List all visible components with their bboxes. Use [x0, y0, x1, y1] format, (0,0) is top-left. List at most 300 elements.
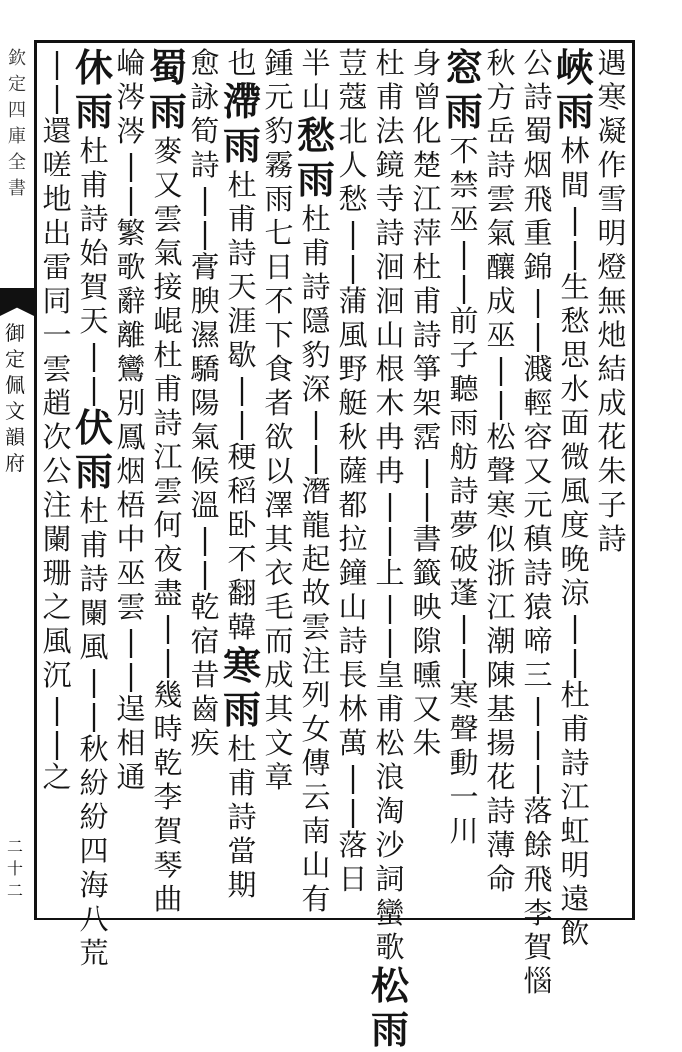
column-char: 通: [116, 760, 146, 794]
column-char: 公: [523, 46, 553, 80]
column-char: 蔻: [338, 80, 368, 114]
column-char: 釀: [486, 250, 516, 284]
column-char: 遇: [597, 46, 627, 80]
column-char: 乾: [190, 590, 220, 624]
text-column: [332, 46, 374, 906]
column-char: 賀: [523, 930, 553, 964]
column-char: |: [533, 284, 543, 318]
column-char: 似: [486, 522, 516, 556]
column-char: 寺: [375, 182, 405, 216]
column-char: 山: [301, 80, 331, 114]
column-char: 容: [523, 420, 553, 454]
column-char: 別: [116, 386, 146, 420]
column-char: 有: [301, 882, 331, 916]
column-char: 寒: [597, 80, 627, 114]
column-char: 海: [79, 868, 109, 902]
column-char: 基: [486, 692, 516, 726]
column-char: 雲: [153, 202, 183, 236]
column-char: |: [311, 406, 321, 440]
column-char: |: [89, 698, 99, 732]
margin-book-title-char: 佩: [5, 373, 25, 397]
column-char: 日: [338, 862, 368, 896]
column-char: 麥: [153, 134, 183, 168]
column-char: 松: [375, 726, 405, 760]
column-char: 萬: [338, 726, 368, 760]
column-char: 烟: [116, 454, 146, 488]
column-char: 歇: [227, 338, 257, 372]
column-char: 命: [486, 862, 516, 896]
column-char: 涯: [227, 304, 257, 338]
column-char: 江: [412, 182, 442, 216]
column-char: 烟: [523, 148, 553, 182]
column-char: 間: [560, 168, 590, 202]
column-char: 結: [597, 352, 627, 386]
column-char: |: [348, 760, 358, 794]
column-char: 微: [560, 440, 590, 474]
column-char: 不: [449, 134, 479, 168]
column-char: 甫: [153, 372, 183, 406]
column-char: 詩: [486, 794, 516, 828]
column-char: 潮: [486, 624, 516, 658]
text-column: [406, 46, 448, 906]
column-char: 幾: [153, 678, 183, 712]
column-char: 杜: [560, 678, 590, 712]
column-char: 期: [227, 868, 257, 902]
column-char: 還: [42, 114, 72, 148]
column-char: 甫: [412, 284, 442, 318]
entry-headword: 雨: [555, 89, 594, 134]
text-column: [443, 46, 485, 906]
column-char: |: [459, 610, 469, 644]
column-char: 飲: [560, 916, 590, 950]
column-char: 涔: [116, 80, 146, 114]
column-char: 落: [523, 794, 553, 828]
column-char: 楚: [412, 148, 442, 182]
column-char: 林: [338, 692, 368, 726]
column-char: |: [570, 236, 580, 270]
column-char: 杜: [79, 494, 109, 528]
column-char: 氣: [486, 216, 516, 250]
column-char: 凝: [597, 114, 627, 148]
column-char: 舫: [449, 440, 479, 474]
column-char: 艇: [338, 386, 368, 420]
column-char: 禁: [449, 168, 479, 202]
column-char: 巫: [449, 202, 479, 236]
column-char: 動: [449, 746, 479, 780]
entry-headword: 雨: [370, 1007, 409, 1052]
column-char: 驕: [190, 352, 220, 386]
column-char: 川: [449, 814, 479, 848]
column-char: 曾: [412, 80, 442, 114]
column-char: 乾: [153, 746, 183, 780]
column-char: 朱: [412, 726, 442, 760]
column-char: |: [52, 80, 62, 114]
column-char: 章: [264, 760, 294, 794]
column-char: 落: [338, 828, 368, 862]
column-char: 蠻: [375, 896, 405, 930]
column-char: |: [348, 250, 358, 284]
column-char: 餘: [523, 828, 553, 862]
top-border: [34, 40, 634, 43]
entry-headword: 雨: [444, 89, 483, 134]
column-char: |: [200, 216, 210, 250]
column-char: 映: [412, 590, 442, 624]
column-char: 隙: [412, 624, 442, 658]
column-char: 秋: [486, 46, 516, 80]
column-char: 雲: [153, 474, 183, 508]
column-char: 又: [412, 692, 442, 726]
column-char: 其: [264, 692, 294, 726]
text-column: [184, 46, 226, 906]
column-char: 輕: [523, 386, 553, 420]
column-char: 冉: [375, 420, 405, 454]
column-char: 紛: [79, 766, 109, 800]
column-char: 珊: [42, 556, 72, 590]
column-char: 化: [412, 114, 442, 148]
column-char: 夢: [449, 508, 479, 542]
entry-headword: 伏: [74, 405, 113, 450]
column-char: 秋: [338, 420, 368, 454]
column-char: 繁: [116, 216, 146, 250]
column-char: 膏: [190, 250, 220, 284]
column-char: |: [163, 644, 173, 678]
column-char: 方: [486, 80, 516, 114]
entry-headword: 雨: [74, 89, 113, 134]
entry-headword: 雨: [148, 89, 187, 134]
entry-headword: 窓: [444, 45, 483, 90]
column-char: 文: [264, 726, 294, 760]
column-char: 錦: [523, 250, 553, 284]
column-char: 根: [375, 352, 405, 386]
text-column: [73, 45, 115, 970]
entry-headword: 寒: [222, 643, 261, 688]
column-char: 同: [42, 284, 72, 318]
column-char: 雷: [42, 250, 72, 284]
column-char: 無: [597, 284, 627, 318]
margin-book-title-char: 韻: [5, 425, 25, 449]
column-char: 鍾: [264, 46, 294, 80]
entry-headword: 雨: [222, 687, 261, 732]
text-column: [36, 46, 78, 906]
column-char: 李: [153, 780, 183, 814]
column-char: 賀: [153, 814, 183, 848]
text-column: [147, 45, 189, 916]
column-char: 稉: [227, 440, 257, 474]
column-char: 涼: [560, 576, 590, 610]
column-char: 食: [264, 352, 294, 386]
column-char: 浪: [375, 760, 405, 794]
column-char: 翻: [227, 576, 257, 610]
column-char: 上: [375, 556, 405, 590]
column-char: 淘: [375, 794, 405, 828]
column-char: 成: [597, 386, 627, 420]
column-char: |: [200, 522, 210, 556]
column-char: 雲: [42, 352, 72, 386]
column-char: |: [89, 338, 99, 372]
column-char: 故: [301, 576, 331, 610]
column-char: 接: [153, 270, 183, 304]
column-char: 深: [301, 372, 331, 406]
entry-headword: 松: [370, 963, 409, 1008]
column-char: 架: [412, 386, 442, 420]
column-char: 甫: [79, 528, 109, 562]
column-char: 澤: [264, 488, 294, 522]
column-char: 詩: [301, 270, 331, 304]
column-char: 起: [301, 542, 331, 576]
column-char: |: [237, 406, 247, 440]
column-char: 秋: [79, 732, 109, 766]
column-char: 飛: [523, 862, 553, 896]
column-char: 揚: [486, 726, 516, 760]
column-char: 雨: [449, 406, 479, 440]
column-char: 不: [264, 284, 294, 318]
column-char: 明: [597, 216, 627, 250]
column-char: 萍: [412, 216, 442, 250]
column-char: |: [459, 236, 469, 270]
entry-headword: 休: [74, 45, 113, 90]
column-char: 韓: [227, 610, 257, 644]
column-char: 公: [42, 454, 72, 488]
column-char: |: [163, 610, 173, 644]
column-char: 杜: [301, 202, 331, 236]
column-char: 注: [42, 488, 72, 522]
text-column: [221, 46, 263, 906]
column-char: 蓬: [449, 576, 479, 610]
column-char: 濕: [190, 318, 220, 352]
column-char: |: [496, 352, 506, 386]
column-char: 詩: [449, 474, 479, 508]
margin-header-char: 四: [8, 100, 26, 121]
column-char: 成: [264, 658, 294, 692]
text-column: [369, 46, 411, 1052]
column-char: 而: [264, 624, 294, 658]
column-char: 腴: [190, 284, 220, 318]
column-char: 霧: [264, 148, 294, 182]
column-char: |: [570, 644, 580, 678]
column-char: |: [385, 522, 395, 556]
column-char: 涔: [116, 114, 146, 148]
column-char: 詩: [523, 80, 553, 114]
column-char: |: [385, 488, 395, 522]
column-char: 霑: [412, 420, 442, 454]
column-char: 巫: [116, 556, 146, 590]
page-number-char: 十: [6, 859, 23, 878]
column-char: 虹: [560, 814, 590, 848]
column-char: 詩: [560, 746, 590, 780]
column-char: 下: [264, 318, 294, 352]
column-char: 詩: [190, 148, 220, 182]
column-char: 松: [486, 420, 516, 454]
text-column: [591, 46, 633, 906]
column-char: 愁: [560, 304, 590, 338]
column-char: 闌: [79, 596, 109, 630]
column-char: |: [422, 488, 432, 522]
column-char: |: [348, 216, 358, 250]
column-char: |: [422, 454, 432, 488]
column-char: 豹: [301, 338, 331, 372]
column-char: 作: [597, 148, 627, 182]
column-char: 地: [42, 182, 72, 216]
column-char: 惱: [523, 964, 553, 998]
margin-header-char: 全: [8, 152, 26, 173]
column-char: 山: [301, 848, 331, 882]
column-char: 破: [449, 542, 479, 576]
margin-header-fragment: [4, 46, 30, 202]
column-char: |: [533, 692, 543, 726]
text-column: [517, 46, 559, 998]
column-char: |: [385, 624, 395, 658]
column-char: 法: [375, 114, 405, 148]
column-char: 雲: [116, 590, 146, 624]
column-char: 詩: [597, 522, 627, 556]
page-number-char: 二: [6, 881, 23, 900]
column-char: 不: [227, 542, 257, 576]
column-char: 江: [153, 440, 183, 474]
column-char: 杜: [227, 732, 257, 766]
column-char: 聲: [486, 454, 516, 488]
column-char: |: [89, 664, 99, 698]
entry-headword: 滯: [222, 79, 261, 124]
column-char: 琴: [153, 848, 183, 882]
entry-headword: 雨: [296, 157, 335, 202]
column-char: 相: [116, 726, 146, 760]
margin-header-char: 定: [8, 74, 26, 95]
column-char: 稻: [227, 474, 257, 508]
column-char: 曛: [412, 658, 442, 692]
column-char: |: [459, 644, 469, 678]
column-char: 出: [42, 216, 72, 250]
column-char: 人: [338, 148, 368, 182]
column-char: 岳: [486, 114, 516, 148]
column-char: |: [126, 182, 136, 216]
text-column: [295, 46, 337, 916]
column-char: 重: [523, 216, 553, 250]
column-char: 女: [301, 712, 331, 746]
column-char: 詩: [79, 562, 109, 596]
column-char: 李: [523, 896, 553, 930]
column-char: 林: [560, 134, 590, 168]
column-char: |: [570, 610, 580, 644]
column-char: 之: [42, 760, 72, 794]
column-char: 荳: [338, 46, 368, 80]
entry-headword: 雨: [74, 449, 113, 494]
column-char: |: [570, 202, 580, 236]
column-char: 三: [523, 658, 553, 692]
column-char: 陳: [486, 658, 516, 692]
column-char: 當: [227, 834, 257, 868]
column-char: 洄: [375, 284, 405, 318]
column-char: 風: [42, 624, 72, 658]
column-char: 愈: [190, 46, 220, 80]
column-char: 都: [338, 488, 368, 522]
column-char: 詩: [375, 216, 405, 250]
column-char: 卧: [227, 508, 257, 542]
column-char: |: [126, 658, 136, 692]
page-number-char: 二: [6, 837, 23, 856]
column-char: 身: [412, 46, 442, 80]
column-char: 江: [560, 780, 590, 814]
column-char: |: [533, 318, 543, 352]
column-char: 籤: [412, 556, 442, 590]
column-char: 又: [523, 454, 553, 488]
column-char: 薩: [338, 454, 368, 488]
text-column: [258, 46, 300, 906]
text-column: [554, 45, 596, 950]
column-char: 朱: [597, 454, 627, 488]
column-char: |: [200, 182, 210, 216]
column-char: 八: [79, 902, 109, 936]
column-char: 夜: [153, 542, 183, 576]
column-char: |: [89, 372, 99, 406]
column-char: 注: [301, 644, 331, 678]
column-char: 甫: [227, 202, 257, 236]
column-char: 趙: [42, 386, 72, 420]
column-char: 拉: [338, 522, 368, 556]
column-char: 雲: [486, 182, 516, 216]
column-char: |: [533, 726, 543, 760]
column-char: |: [533, 760, 543, 794]
column-char: 薄: [486, 828, 516, 862]
text-column: [480, 46, 522, 906]
column-char: |: [52, 692, 62, 726]
column-char: 灺: [597, 318, 627, 352]
column-char: 半: [301, 46, 331, 80]
column-char: 其: [264, 522, 294, 556]
column-char: 甫: [79, 168, 109, 202]
column-char: 杜: [227, 168, 257, 202]
column-char: 長: [338, 658, 368, 692]
column-char: 疾: [190, 726, 220, 760]
column-char: 天: [79, 304, 109, 338]
column-char: 洄: [375, 250, 405, 284]
column-char: 詩: [486, 148, 516, 182]
column-char: 氣: [153, 236, 183, 270]
column-char: 水: [560, 372, 590, 406]
column-char: 賀: [79, 270, 109, 304]
column-char: 皇: [375, 658, 405, 692]
column-char: 沙: [375, 828, 405, 862]
column-char: 濺: [523, 352, 553, 386]
entry-headword: 雨: [222, 123, 261, 168]
column-char: 鳳: [116, 420, 146, 454]
column-char: 陽: [190, 386, 220, 420]
column-char: 云: [301, 780, 331, 814]
column-char: 甫: [375, 80, 405, 114]
margin-header-char: 庫: [8, 126, 26, 147]
column-char: 梧: [116, 488, 146, 522]
column-char: 度: [560, 508, 590, 542]
column-char: 候: [190, 454, 220, 488]
column-char: 聲: [449, 712, 479, 746]
column-char: 子: [597, 488, 627, 522]
column-char: 甫: [301, 236, 331, 270]
column-char: 之: [42, 590, 72, 624]
column-char: 甫: [375, 692, 405, 726]
column-char: 啼: [523, 624, 553, 658]
column-char: 蜀: [523, 114, 553, 148]
column-char: 詩: [153, 406, 183, 440]
column-char: 鏡: [375, 148, 405, 182]
column-char: 山: [338, 590, 368, 624]
column-char: 鸞: [116, 352, 146, 386]
column-char: 明: [560, 848, 590, 882]
column-char: 詩: [523, 556, 553, 590]
column-char: 風: [79, 630, 109, 664]
page-number: [2, 836, 28, 902]
column-char: 詩: [227, 800, 257, 834]
margin-book-title: [2, 320, 28, 476]
column-char: 晚: [560, 542, 590, 576]
